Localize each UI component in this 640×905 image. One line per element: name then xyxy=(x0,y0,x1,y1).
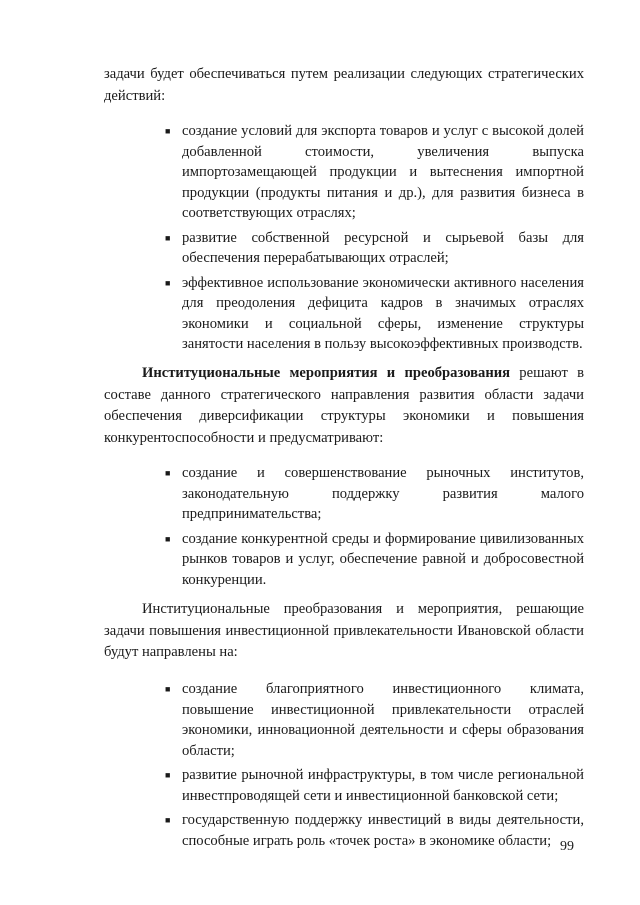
paragraph-text: решают в составе данного стратегического направления развития области задачи обеспечения диверсификации структуры экономики и повышения конкурентоспособности и предусматривают: xyxy=(104,365,584,446)
list-item-text: создание условий для экспорта товаров и услуг с высокой долей добавленной стоимости, увеличения выпуска импортозамещающей продукции и вытеснения импортной продукции (продукты питания и др.), для развития бизнеса в соответствующих отраслях; xyxy=(182,123,584,221)
list-item-text: развитие собственной ресурсной и сырьевой базы для обеспечения перерабатывающих отраслей; xyxy=(182,229,584,266)
list-item xyxy=(162,463,584,525)
list-item xyxy=(162,273,584,355)
list-item-text: государственную поддержку инвестиций в виды деятельности, способные играть роль «точек роста» в экономике области; xyxy=(182,812,584,849)
list-item xyxy=(162,529,584,591)
list-item-text: развитие рыночной инфраструктуры, в том числе региональной инвестпроводящей сети и инвестиционной банковской сети; xyxy=(182,767,584,804)
bold-heading-phrase: Институциональные мероприятия и преобразования xyxy=(142,365,511,381)
list-item xyxy=(162,679,584,761)
list-item-text: эффективное использование экономически активного населения для преодоления дефицита кадров в значимых отраслях экономики и социальной сферы, изменение структуры занятости населения в пользу высокоэффективных производств. xyxy=(182,274,584,352)
bullet-icon: ■ xyxy=(165,468,171,478)
list-item xyxy=(162,121,584,224)
list-item xyxy=(162,810,584,851)
intro-paragraph: задачи будет обеспечиваться путем реализации следующих стратегических действий: xyxy=(104,66,584,104)
list-item xyxy=(162,228,584,269)
bullet-icon: ■ xyxy=(165,815,171,825)
institutional-measures-list xyxy=(162,463,584,594)
bullet-icon: ■ xyxy=(165,533,171,544)
list-item-text: создание и совершенствование рыночных институтов, законодательную поддержку развития малого предпринимательства; xyxy=(182,465,584,522)
list-item-text: создание благоприятного инвестиционного климата, повышение инвестиционной привлекательности отраслей экономики, инновационной деятельности и сферы образования области; xyxy=(182,681,584,759)
bullet-icon: ■ xyxy=(165,126,171,136)
bullet-icon: ■ xyxy=(165,277,171,288)
investment-measures-list xyxy=(162,679,584,855)
investment-attractiveness-paragraph: Институциональные преобразования и мероприятия, решающие задачи повышения инвестиционной привлекательности Ивановской области будут направлены на: xyxy=(104,601,584,660)
institutional-measures-paragraph xyxy=(104,363,584,449)
export-actions-list xyxy=(162,121,584,359)
list-item xyxy=(162,765,584,806)
bullet-icon: ■ xyxy=(165,232,171,243)
bullet-icon: ■ xyxy=(165,770,171,780)
list-item-text: создание конкурентной среды и формирование цивилизованных рынков товаров и услуг, обеспечение равной и добросовестной конкуренции. xyxy=(182,530,584,588)
bullet-icon: ■ xyxy=(165,684,171,694)
page-number: 99 xyxy=(560,839,574,854)
